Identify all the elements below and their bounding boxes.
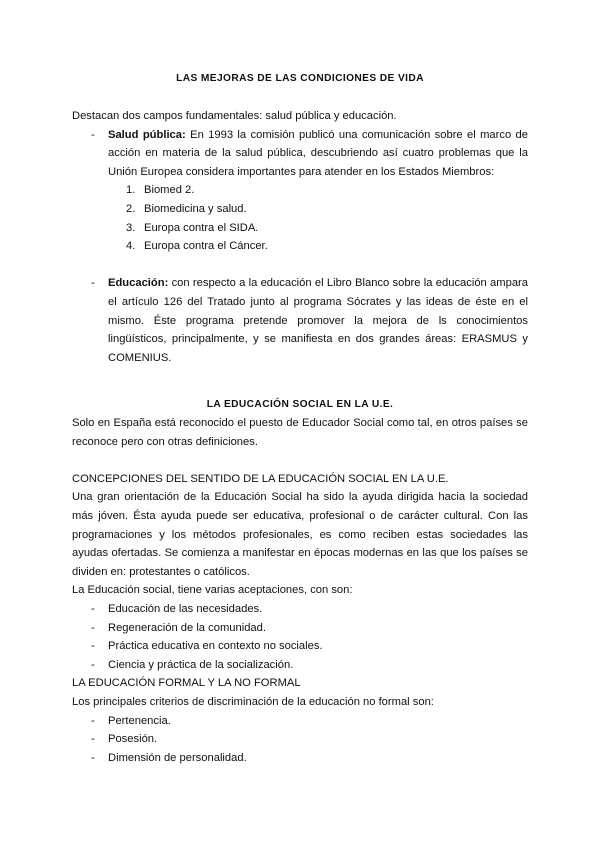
list-item: 3. Europa contra el SIDA. <box>126 221 259 234</box>
list-item: - Pertenencia. <box>91 714 171 727</box>
section-title-educacion-social: LA EDUCACIÓN SOCIAL EN LA U.E. <box>206 399 394 410</box>
educacion-text: con respecto a la educación el Libro Blanco sobre la educación ampara el artículo 126 del Tratado junto al programa Sócrates y las ideas de éste en el mismo. Éste programa pretende promover la mejora de ls conocimientos lingüísticos, principalmente, y se manifiesta en dos grandes áreas: ERASMUS y COMENIUS. <box>108 277 528 364</box>
section-title-mejoras: LAS MEJORAS DE LAS CONDICIONES DE VIDA <box>176 73 424 84</box>
section1-body <box>72 107 528 367</box>
list-item: - Ciencia y práctica de la socialización. <box>91 658 294 671</box>
list-item: 1. Biomed 2. <box>126 184 195 197</box>
list-item: - Regeneración de la comunidad. <box>91 621 266 634</box>
section2-intro: Solo en España está reconocido el puesto de Educador Social como tal, en otros países se reconoce pero con otras definiciones. <box>72 417 528 448</box>
criterios-intro: Los principales criterios de discriminación de la educación no formal son: <box>72 695 434 708</box>
list-item: - Dimensión de personalidad. <box>91 751 247 764</box>
acepciones-list <box>72 600 528 674</box>
criterios-list <box>72 712 528 768</box>
bullet-educacion <box>72 274 528 367</box>
salud-text: En 1993 la comisión publicó una comunicación sobre el marco de acción en materia de la salud pública, descubriendo así cuatro problemas que la Unión Europea considera importantes para atender en los Estados Miembros: <box>108 128 528 178</box>
list-item: 4. Europa contra el Cáncer. <box>126 240 268 253</box>
list-item: - Educación de las necesidades. <box>91 602 263 615</box>
salud-label: Salud pública: <box>108 128 186 141</box>
dash-marker: - <box>91 277 95 290</box>
section2-body <box>72 414 528 767</box>
educacion-label: Educación: <box>108 277 169 290</box>
list-item: - Práctica educativa en contexto no sociales. <box>91 640 323 653</box>
salud-numbered-list <box>72 181 528 255</box>
salud-paragraph <box>108 126 528 182</box>
bullet-salud <box>72 126 528 182</box>
acepciones-intro: La Educación social, tiene varias aceptaciones, con son: <box>72 584 353 597</box>
intro-paragraph: Destacan dos campos fundamentales: salud pública y educación. <box>72 110 397 122</box>
list-item: - Posesión. <box>91 733 158 746</box>
list-item: 2. Biomedicina y salud. <box>126 202 247 215</box>
dash-marker: - <box>91 128 95 141</box>
formal-heading: LA EDUCACIÓN FORMAL Y LA NO FORMAL <box>72 677 301 690</box>
educacion-paragraph <box>108 274 528 367</box>
concepciones-heading: CONCEPCIONES DEL SENTIDO DE LA EDUCACIÓN SOCIAL EN LA U.E. <box>72 472 449 485</box>
concepciones-paragraph: Una gran orientación de la Educación Social ha sido la ayuda dirigida hacia la sociedad más jóven. Ésta ayuda puede ser educativa, profesional o de carácter cultural. Con las programaciones y los métodos profesionales, es como reciben estas sociedades las ayudas ofertadas. Se comienza a manifestar en épocas modernas en las que los países se dividen en: protestantes o católicos. <box>72 491 528 578</box>
